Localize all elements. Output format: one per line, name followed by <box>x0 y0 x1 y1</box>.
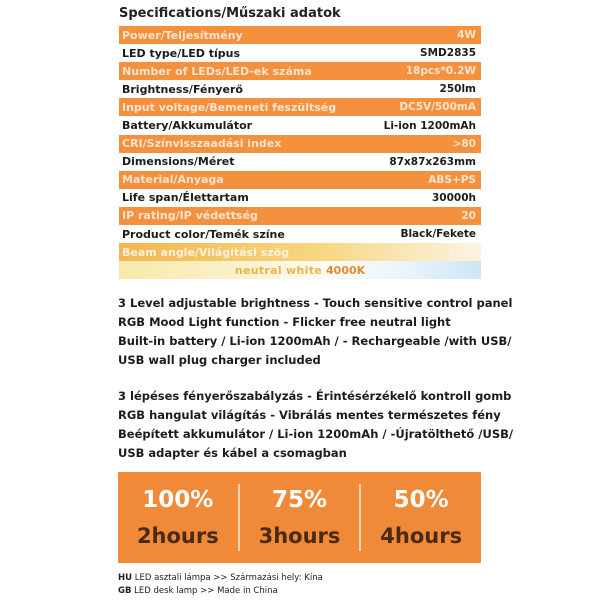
spec-value: Black/Fekete <box>400 228 476 241</box>
footer-text: LED asztali lámpa >> Származási hely: Kína <box>134 573 323 583</box>
specifications-title: Specifications/Műszaki adatok <box>119 6 341 21</box>
runtime-hours: 3hours <box>258 523 341 548</box>
feature-line: RGB hangulat világítás - Vibrálás mentes természetes fény <box>118 408 501 422</box>
spec-label: Brightness/Fényerő <box>122 82 243 96</box>
spec-label: LED type/LED típus <box>122 46 241 60</box>
footer-notes <box>118 572 323 598</box>
spec-value: 18pcs*0.2W <box>405 65 476 78</box>
feature-line: RGB Mood Light function - Flicker free neutral light <box>118 315 451 329</box>
spec-row-dimensions <box>119 153 481 171</box>
spec-label: Number of LEDs/LED-ek száma <box>122 64 312 78</box>
spec-value: DC5V/500mA <box>399 101 476 114</box>
spec-row-brightness <box>119 80 481 98</box>
spec-value: SMD2835 <box>420 47 476 60</box>
spec-row-power <box>119 26 481 44</box>
spec-value: ABS+PS <box>428 173 476 186</box>
spec-value: 30000h <box>431 191 476 204</box>
spec-row-cri <box>119 135 481 153</box>
runtime-hours: 2hours <box>136 523 219 548</box>
spec-row-life-span <box>119 189 481 207</box>
spec-label: Input voltage/Bemeneti feszültség <box>122 100 337 114</box>
spec-label: Life span/Élettartam <box>122 191 249 205</box>
feature-line: USB wall plug charger included <box>118 353 321 367</box>
feature-line: 3 Level adjustable brightness - Touch sensitive control panel <box>118 296 513 310</box>
spec-row-number-of-leds <box>119 62 481 80</box>
footer-line-hu <box>118 572 323 585</box>
features-hungarian <box>118 387 513 463</box>
spec-value: Li-ion 1200mAh <box>383 119 476 132</box>
footer-line-gb <box>118 585 323 598</box>
spec-label: Material/Anyaga <box>122 173 224 187</box>
spec-row-battery <box>119 116 481 134</box>
spec-label: Beam angle/Világítási szög <box>122 245 290 259</box>
specifications-table <box>119 26 481 279</box>
spec-label: Dimensions/Méret <box>122 155 235 169</box>
spec-row-material <box>119 171 481 189</box>
brightness-percent: 75% <box>271 486 328 513</box>
spec-label: Battery/Akkumulátor <box>122 119 253 133</box>
spec-label: IP rating/IP védettség <box>122 209 258 223</box>
spec-value: 170° <box>447 245 476 259</box>
color-temperature-band <box>119 261 481 279</box>
spec-row-ip-rating <box>119 207 481 225</box>
spec-row-led-type <box>119 44 481 62</box>
spec-value: 250lm <box>439 83 476 96</box>
feature-line: 3 lépéses fényerőszabályzás - Érintésérzékelő kontroll gomb <box>118 389 512 403</box>
spec-value: >80 <box>452 137 476 150</box>
spec-row-beam-angle <box>119 243 481 261</box>
feature-line: Beépített akkumulátor / Li-ion 1200mAh / -Újratölthető /USB/ <box>118 427 514 441</box>
battery-level-50 <box>361 472 481 563</box>
spec-label: CRI/Színvisszaadási index <box>122 137 282 151</box>
color-temperature-kelvin: 4000K <box>326 263 366 277</box>
spec-row-input-voltage <box>119 98 481 116</box>
battery-level-100 <box>118 472 238 563</box>
spec-label: Product color/Temék színe <box>122 227 285 241</box>
runtime-hours: 4hours <box>380 523 463 548</box>
feature-line: Built-in battery / Li-ion 1200mAh / - Rechargeable /with USB/ <box>118 334 512 348</box>
language-code: GB <box>118 586 132 596</box>
color-temperature-label: neutral white <box>234 263 323 277</box>
brightness-percent: 100% <box>142 486 214 513</box>
spec-value: 87x87x263mm <box>389 155 476 168</box>
spec-value: 20 <box>461 209 476 222</box>
footer-text: LED desk lamp >> Made in China <box>134 586 278 596</box>
feature-line: USB adapter és kábel a csomagban <box>118 446 347 460</box>
features-english <box>118 294 512 370</box>
battery-level-75 <box>240 472 360 563</box>
spec-row-product-color <box>119 225 481 243</box>
spec-value: 4W <box>457 29 476 42</box>
language-code: HU <box>118 573 133 583</box>
brightness-percent: 50% <box>393 486 449 513</box>
spec-label: Power/Teljesítmény <box>122 28 243 42</box>
battery-life-banner <box>118 472 481 563</box>
